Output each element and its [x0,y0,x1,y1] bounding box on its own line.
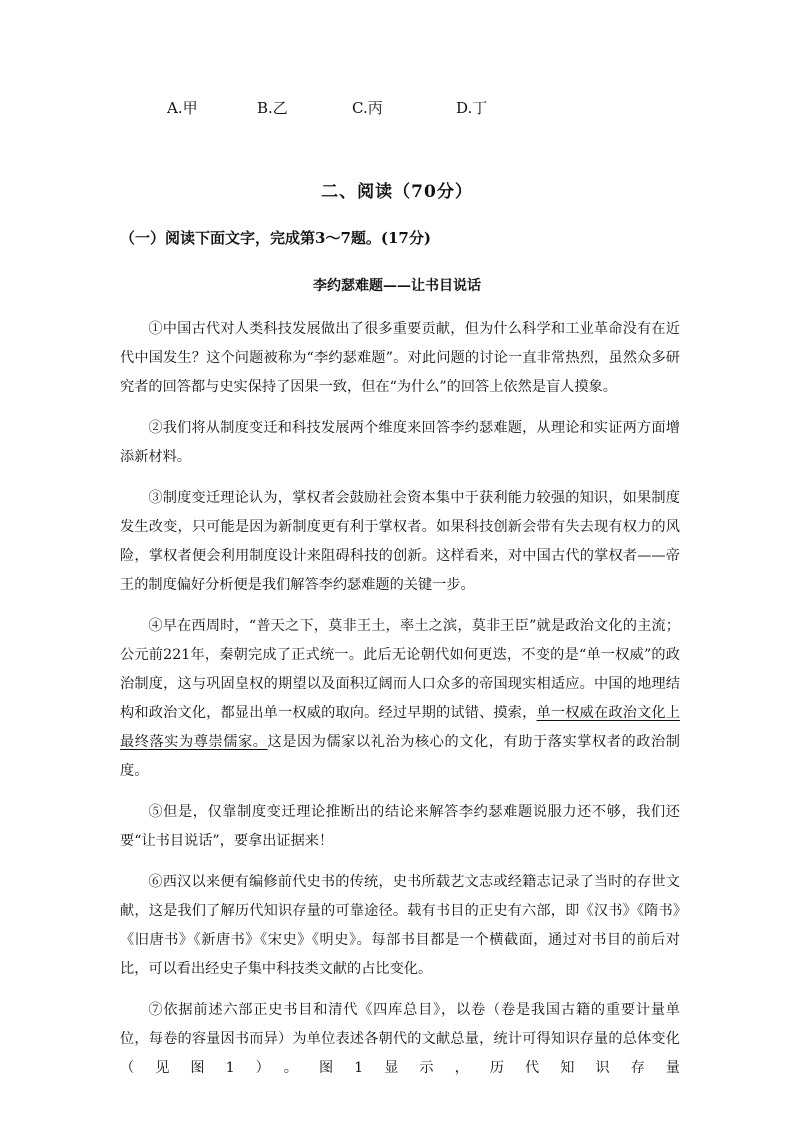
paragraph-5: ⑤但是，仅靠制度变迁理论推断出的结论来解答李约瑟难题说服力还不够，我们还要“让书目说话”，要拿出证据来！ [120,804,680,849]
option-b: B.乙 [257,99,288,117]
paragraph-3: ③制度变迁理论认为，掌权者会鼓励社会资本集中于获利能力较强的知识，如果制度发生改变，只可能是因为新制度更有利于掌权者。如果科技创新会带有失去现有权力的风险，掌权者便会利用制度设计来阻碍科技的创新。这样看来，对中国古代的掌权者——帝王的制度偏好分析便是我们解答李约瑟难题的关键一步。 [120,490,680,593]
paragraph-2: ②我们将从制度变迁和科技发展两个维度来回答李约瑟难题，从理论和实证两方面增添新材料。 [120,420,680,465]
option-c: C.丙 [352,99,383,117]
section-title: 二、阅读（70分） [321,182,473,202]
underlined-sentence: 单一权威在政治文化上最终落实为尊崇儒家。 [120,705,680,750]
paragraph-7: ⑦依据前述六部正史书目和清代《四库总目》，以卷（卷是我国古籍的重要计量单位，每卷的容量因书而异）为单位表述各朝代的文献总量，统计可得知识存量的总体变化（见图1）。图1显示，历代知识存量 [120,1002,680,1076]
paragraph-6: ⑥西汉以来便有编修前代史书的传统，史书所载艺文志或经籍志记录了当时的存世文献，这是我们了解历代知识存量的可靠途径。载有书目的正史有六部，即《汉书》《隋书》《旧唐书》《新唐书》《宋史》《明史》。每部书目都是一个横截面，通过对书目的前后对比，可以看出经史子集中科技类文献的占比变化。 [120,874,680,977]
subsection-instruction: （一）阅读下面文字，完成第3～7题。(17分) [120,229,431,247]
option-d: D.丁 [456,99,488,117]
article-title: 李约瑟难题——让书目说话 [313,278,481,294]
answer-options [0,97,794,121]
paragraph-4-tail: 这是因为儒家以礼治为核心的文化，有助于落实掌权者的政治制度。 [120,734,680,779]
article-body [120,315,680,1095]
option-a: A.甲 [167,99,198,117]
paragraph-4-lead: ④早在西周时，“普天之下，莫非王土，率土之滨，莫非王臣”就是政治文化的主流；公元前221年，秦朝完成了正式统一。此后无论朝代如何更迭，不变的是“单一权威”的政治制度，这与巩固皇权的期望以及面积辽阔而人口众多的帝国现实相适应。中国的地理结构和政治文化，都显出单一权威的取向。经过早期的试错、摸索， [120,618,680,721]
paragraph-1: ①中国古代对人类科技发展做出了很多重要贡献，但为什么科学和工业革命没有在近代中国发生？这个问题被称为“李约瑟难题”。对此问题的讨论一直非常热烈，虽然众多研究者的回答都与史实保持了因果一致，但在“为什么”的回答上依然是盲人摸象。 [120,321,680,395]
paragraph-4 [120,612,680,786]
